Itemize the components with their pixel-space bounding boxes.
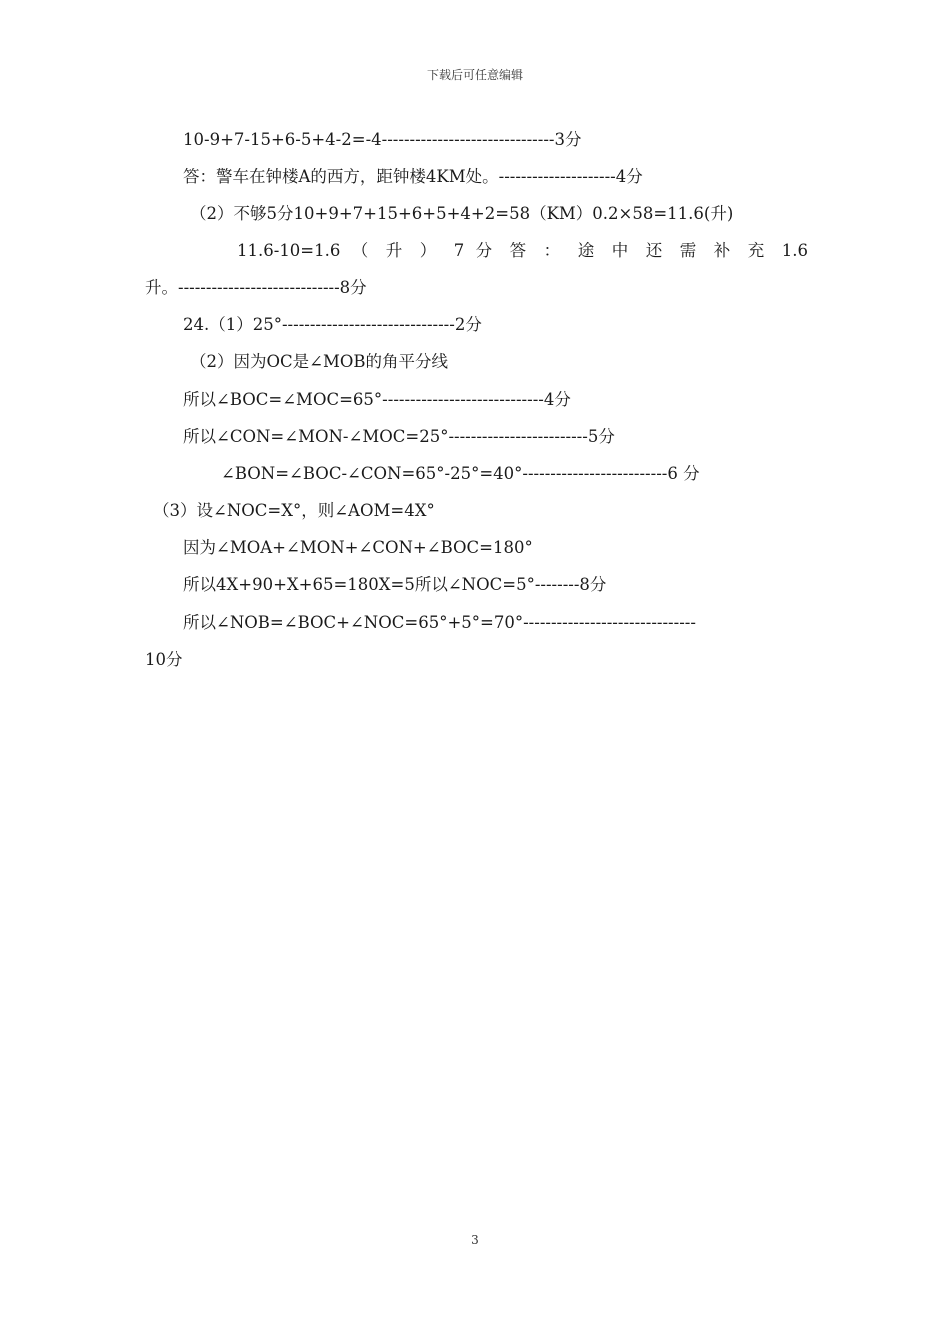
answer-line-3: （2）不够5分10+9+7+15+6+5+4+2=58（KM）0.2×58=11.6(升) [190, 204, 734, 223]
answer-line-14: 所以∠NOB=∠BOC+∠NOC=65°+5°=70°------------------------------- [183, 613, 696, 632]
answer-line-15: 10分 [145, 650, 183, 669]
answer-line-8: 所以∠BOC=∠MOC=65°-----------------------------4分 [183, 390, 571, 409]
answer-line-5: 升。-----------------------------8分 [145, 278, 367, 297]
answer-line-2: 答：警车在钟楼A的西方，距钟楼4KM处。---------------------4分 [183, 167, 643, 186]
answer-line-13: 所以4X+90+X+65=180X=5所以∠NOC=5°--------8分 [183, 575, 607, 594]
page-number: 3 [471, 1233, 479, 1247]
answer-line-6: 24.（1）25°-------------------------------2分 [183, 315, 482, 334]
answer-line-7: （2）因为OC是∠MOB的角平分线 [190, 352, 449, 371]
answer-line-11: （3）设∠NOC=X°，则∠AOM=4X° [153, 501, 435, 520]
page-header: 下载后可任意编辑 [426, 68, 523, 82]
answer-line-1: 10-9+7-15+6-5+4-2=-4-------------------------------3分 [183, 130, 582, 149]
answer-line-10: ∠BON=∠BOC-∠CON=65°-25°=40°--------------------------6 分 [221, 464, 700, 483]
answer-line-4: 11.6-10=1.6 （ 升 ） 7 分 答 ： 途 中 还 需 补 充 1.6 [237, 241, 808, 260]
answer-line-12: 因为∠MOA+∠MON+∠CON+∠BOC=180° [183, 538, 533, 557]
answer-line-9: 所以∠CON=∠MON-∠MOC=25°-------------------------5分 [183, 427, 615, 446]
